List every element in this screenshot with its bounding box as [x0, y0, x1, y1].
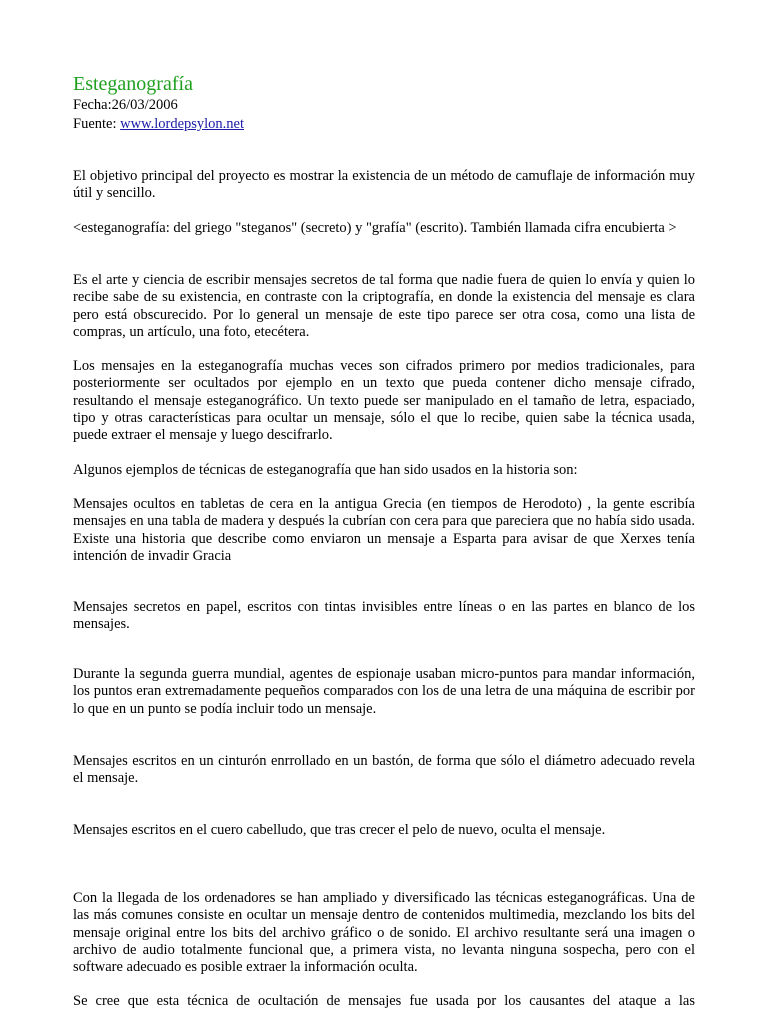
source-label: Fuente:	[73, 116, 121, 132]
paragraph-art-science: Es el arte y ciencia de escribir mensajes secretos de tal forma que nadie fuera de quien lo envía y quien lo recibe sabe de su existencia, en contraste con la criptografía, en donde la existencia del mensaje es clara pero está obscurecido. Por lo general un mensaje de este tipo parece ser otra cosa, como una lista de compras, un artículo, una foto, etecétera.	[73, 272, 695, 340]
paragraph-wax-tablets: Mensajes ocultos en tabletas de cera en la antigua Grecia (en tiempos de Herodoto) , la gente escribía mensajes en una tabla de madera y después la cubrían con cera para que pareciera que no había sido usada. Existe una historia que describe como enviaron un mensaje a Esparta para avisar de que Xerxes tenía intención de invadir Gracia	[73, 496, 695, 564]
paragraph-computers: Con la llegada de los ordenadores se han ampliado y diversificado las técnicas esteganográficas. Una de las más comunes consiste en ocultar un mensaje dentro de contenidos multimedia, mezclando los bits del mensaje original entre los bits del archivo gráfico o de sonido. El archivo resultante será una imagen o archivo de audio totalmente funcional que, a primera vista, no levanta ninguna sospecha, pero con el software adecuado es posible extraer la información oculta.	[73, 890, 695, 976]
date-value: 26/03/2006	[111, 97, 178, 113]
paragraph-encryption: Los mensajes en la esteganografía muchas veces son cifrados primero por medios tradicionales, para posteriormente ser ocultados por ejemplo en un texto que pueda contener dicho mensaje cifrado, resultando el mensaje esteganográfico. Un texto puede ser manipulado en el tamaño de letra, espaciado, tipo y otras características para ocultar un mensaje, sólo el que lo recibe, quien sabe la técnica usada, puede extraer el mensaje y luego descifrarlo.	[73, 358, 695, 444]
date-label: Fecha:	[73, 97, 112, 113]
paragraph-intro: El objetivo principal del proyecto es mostrar la existencia de un método de camuflaje de información muy útil y sencillo.	[73, 168, 695, 202]
paragraph-micro-dots: Durante la segunda guerra mundial, agentes de espionaje usaban micro-puntos para mandar información, los puntos eran extremadamente pequeños comparados con los de una letra de una máquina de escribir por lo que en un punto se podía incluir todo un mensaje.	[73, 666, 695, 717]
paragraph-attack: Se cree que esta técnica de ocultación de mensajes fue usada por los causantes del ataque a las	[73, 993, 695, 1009]
document-title: Esteganografía	[73, 73, 193, 95]
paragraph-belt: Mensajes escritos en un cinturón enrrollado en un bastón, de forma que sólo el diámetro adecuado revela el mensaje.	[73, 753, 695, 787]
paragraph-definition: <esteganografía: del griego "steganos" (secreto) y "grafía" (escrito). También llamada cifra encubierta >	[73, 220, 677, 236]
source-line	[73, 115, 244, 133]
source-link[interactable]: www.lordepsylon.net	[120, 116, 245, 132]
paragraph-scalp: Mensajes escritos en el cuero cabelludo, que tras crecer el pelo de nuevo, oculta el mensaje.	[73, 822, 606, 838]
paragraph-invisible-ink: Mensajes secretos en papel, escritos con tintas invisibles entre líneas o en las partes en blanco de los mensajes.	[73, 599, 695, 633]
paragraph-examples-intro: Algunos ejemplos de técnicas de esteganografía que han sido usados en la historia son:	[73, 462, 578, 478]
date-line	[73, 96, 178, 114]
